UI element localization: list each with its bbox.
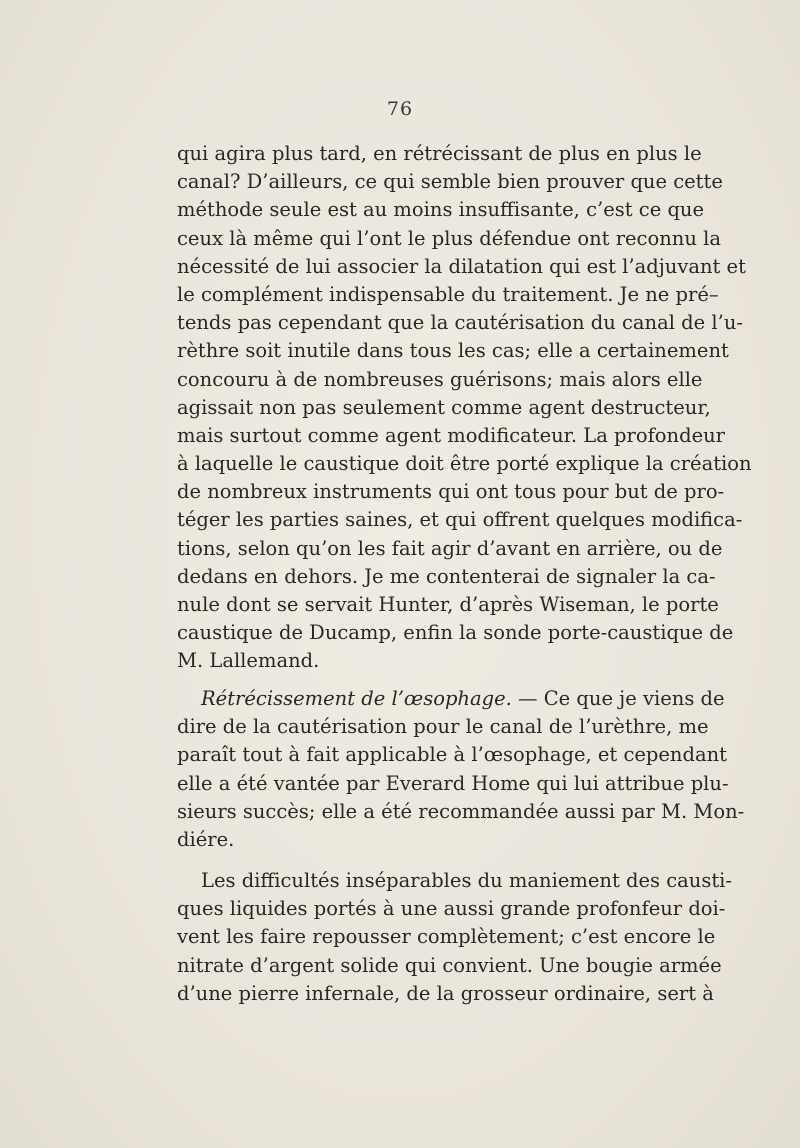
text-line: téger les parties saines, et qui offrent quelques modifica- [177, 508, 743, 532]
text-line: méthode seule est au moins insuffisante, c’est ce que [177, 198, 705, 222]
text-line: nule dont se servait Hunter, d’après Wiseman, le porte [177, 593, 719, 616]
text-line: canal? D’ailleurs, ce qui semble bien prouver que cette [177, 170, 723, 194]
text-line: caustique de Ducamp, enfin la sonde porte-caustique de [177, 621, 734, 645]
text-line: nitrate d’argent solide qui convient. Une bougie armée [177, 953, 722, 977]
page-number: 76 [386, 98, 414, 120]
text-line: mais surtout comme agent modificateur. La profondeur [177, 423, 725, 447]
text-line: tends pas cependant que la cautérisation du canal de l’u- [177, 311, 743, 335]
text-line: sieurs succès; elle a été recommandée aussi par M. Mon- [177, 799, 745, 823]
text-line: rèthre soit inutile dans tous les cas; elle a certainement [177, 339, 729, 363]
text-line: ques liquides portés à une aussi grande profonfeur doi- [177, 897, 726, 921]
text-line: M. Lallemand. [177, 649, 320, 673]
text-line: diére. [177, 827, 235, 851]
text-line: tions, selon qu’on les fait agir d’avant en arrière, ou de [177, 536, 723, 560]
text-line: dedans en dehors. Je me contenterai de signaler la ca- [177, 564, 716, 588]
text-line: de nombreux instruments qui ont tous pour but de pro- [177, 480, 725, 504]
section-heading: Rétrécissement de l’œsophage. [201, 687, 512, 710]
text-line [177, 685, 725, 713]
heading-continuation: — Ce que je viens de [511, 687, 725, 710]
text-line: dire de la cautérisation pour le canal de l’urèthre, me [177, 715, 709, 739]
text-line: d’une pierre infernale, de la grosseur ordinaire, sert à [177, 981, 714, 1005]
text-line: le complément indispensable du traitement. Je ne pré– [177, 282, 719, 306]
text-line: paraît tout à fait applicable à l’œsophage, et cependant [177, 743, 727, 767]
text-line: ceux là même qui l’ont le plus défendue ont reconnu la [177, 226, 721, 250]
text-line: nécessité de lui associer la dilatation qui est l’adjuvant et [177, 254, 746, 278]
text-line: agissait non pas seulement comme agent destructeur, [177, 395, 711, 419]
paragraph-3 [177, 867, 732, 1008]
text-line: concouru à de nombreuses guérisons; mais alors elle [177, 367, 703, 391]
paragraph-2 [177, 685, 745, 854]
text-line: à laquelle le caustique doit être porté explique la création [177, 452, 752, 476]
text-line: Les difficultés inséparables du maniement des causti- [201, 869, 732, 892]
text-line: vent les faire repousser complètement; c’est encore le [177, 925, 716, 949]
text-line: elle a été vantée par Everard Home qui lui attribue plu- [177, 771, 729, 795]
paragraph-1 [177, 140, 752, 676]
text-line: qui agira plus tard, en rétrécissant de plus en plus le [177, 142, 702, 165]
